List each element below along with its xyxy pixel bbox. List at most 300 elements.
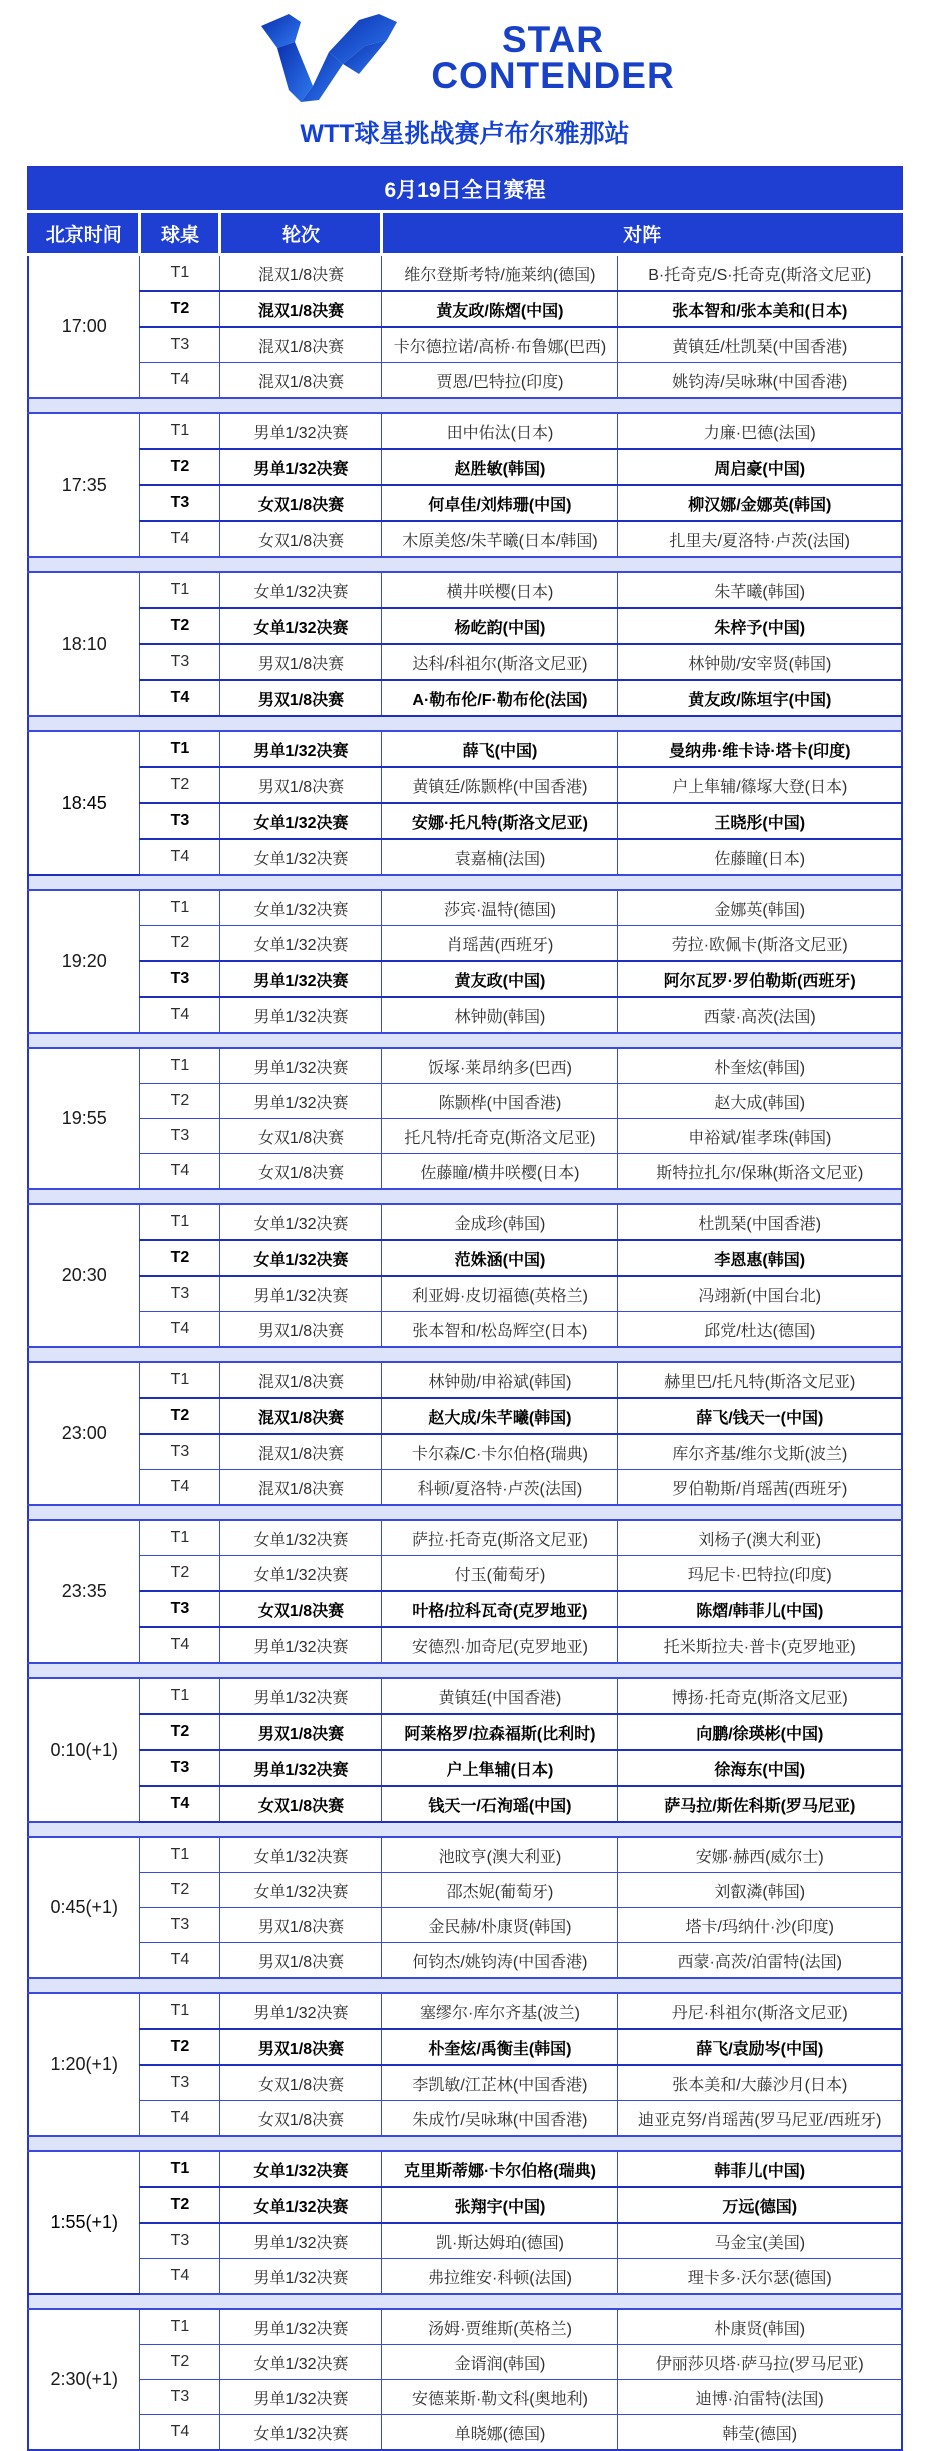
match-row — [28, 2415, 902, 2451]
player2-cell: 朴奎炫(韩国) — [618, 1048, 902, 1084]
player2-cell: 扎里夫/夏洛特·卢茨(法国) — [618, 521, 902, 557]
round-cell: 男单1/32决赛 — [220, 2380, 382, 2415]
player1-cell: 木原美悠/朱芊曦(日本/韩国) — [382, 521, 618, 557]
round-cell: 混双1/8决赛 — [220, 255, 382, 292]
table-number-cell: T1 — [140, 2309, 220, 2345]
player1-cell: 朱成竹/吴咏琳(中国香港) — [382, 2101, 618, 2137]
match-row — [28, 1084, 902, 1119]
table-number-cell: T2 — [140, 926, 220, 962]
round-cell: 男单1/32决赛 — [220, 2309, 382, 2345]
player2-cell: 韩莹(德国) — [618, 2415, 902, 2451]
table-number-cell: T3 — [140, 961, 220, 997]
match-row — [28, 1240, 902, 1276]
match-row — [28, 767, 902, 803]
time-cell: 17:00 — [28, 255, 140, 399]
player1-cell: 何钧杰/姚钧涛(中国香港) — [382, 1943, 618, 1979]
block-separator-band — [28, 1189, 902, 1204]
table-number-cell: T2 — [140, 449, 220, 485]
round-cell: 混双1/8决赛 — [220, 1470, 382, 1506]
player1-cell: 萨拉·托奇克(斯洛文尼亚) — [382, 1520, 618, 1556]
block-separator — [28, 1822, 902, 1837]
player2-cell: 王晓彤(中国) — [618, 803, 902, 839]
player1-cell: 池旼亨(澳大利亚) — [382, 1837, 618, 1873]
match-row — [28, 1556, 902, 1592]
table-number-cell: T4 — [140, 363, 220, 399]
player1-cell: 户上隼辅(日本) — [382, 1750, 618, 1786]
round-cell: 女双1/8决赛 — [220, 521, 382, 557]
block-separator — [28, 1033, 902, 1048]
block-separator — [28, 557, 902, 572]
round-cell: 女单1/32决赛 — [220, 1240, 382, 1276]
time-cell: 17:35 — [28, 413, 140, 557]
col-header-matchup: 对阵 — [382, 212, 902, 255]
table-number-cell: T4 — [140, 1786, 220, 1822]
table-number-cell: T1 — [140, 1362, 220, 1398]
match-row — [28, 1993, 902, 2029]
col-header-time: 北京时间 — [28, 212, 140, 255]
player1-cell: 金成珍(韩国) — [382, 1204, 618, 1240]
time-cell: 2:30(+1) — [28, 2309, 140, 2450]
match-row — [28, 680, 902, 716]
player1-cell: 朴奎炫/禹衡圭(韩国) — [382, 2029, 618, 2065]
match-row — [28, 1908, 902, 1943]
round-cell: 混双1/8决赛 — [220, 1362, 382, 1398]
time-cell: 1:55(+1) — [28, 2151, 140, 2294]
player2-cell: 赵大成(韩国) — [618, 1084, 902, 1119]
table-number-cell: T2 — [140, 2029, 220, 2065]
round-cell: 女单1/32决赛 — [220, 1520, 382, 1556]
player2-cell: 姚钧涛/吴咏琳(中国香港) — [618, 363, 902, 399]
time-cell: 18:45 — [28, 731, 140, 875]
block-separator-band — [28, 557, 902, 572]
block-separator-band — [28, 716, 902, 731]
round-cell: 女单1/32决赛 — [220, 572, 382, 608]
player2-cell: 曼纳弗·维卡诗·塔卡(印度) — [618, 731, 902, 767]
player2-cell: 徐海东(中国) — [618, 1750, 902, 1786]
time-cell: 0:10(+1) — [28, 1678, 140, 1822]
match-row — [28, 1434, 902, 1470]
player1-cell: 卡尔德拉诺/高桥·布鲁娜(巴西) — [382, 327, 618, 363]
player1-cell: 陈颢桦(中国香港) — [382, 1084, 618, 1119]
time-cell: 1:20(+1) — [28, 1993, 140, 2136]
player2-cell: 迪亚克努/肖瑶茜(罗马尼亚/西班牙) — [618, 2101, 902, 2137]
round-cell: 男单1/32决赛 — [220, 413, 382, 449]
date-header-row — [28, 167, 902, 212]
round-cell: 女双1/8决赛 — [220, 2065, 382, 2101]
block-separator — [28, 2136, 902, 2151]
table-number-cell: T4 — [140, 2259, 220, 2295]
player1-cell: 袁嘉楠(法国) — [382, 839, 618, 875]
round-cell: 女双1/8决赛 — [220, 1786, 382, 1822]
round-cell: 混双1/8决赛 — [220, 327, 382, 363]
table-number-cell: T2 — [140, 1240, 220, 1276]
round-cell: 男单1/32决赛 — [220, 961, 382, 997]
match-row — [28, 363, 902, 399]
match-row — [28, 1591, 902, 1627]
block-separator-band — [28, 1663, 902, 1678]
round-cell: 混双1/8决赛 — [220, 1434, 382, 1470]
time-cell: 0:45(+1) — [28, 1837, 140, 1978]
player2-cell: 劳拉·欧佩卡(斯洛文尼亚) — [618, 926, 902, 962]
table-number-cell: T3 — [140, 1119, 220, 1154]
block-separator — [28, 398, 902, 413]
time-cell: 18:10 — [28, 572, 140, 716]
table-number-cell: T4 — [140, 1627, 220, 1663]
table-number-cell: T2 — [140, 1714, 220, 1750]
player1-cell: 托凡特/托奇克(斯洛文尼亚) — [382, 1119, 618, 1154]
player2-cell: 张本美和/大藤沙月(日本) — [618, 2065, 902, 2101]
table-number-cell: T4 — [140, 839, 220, 875]
match-row — [28, 997, 902, 1033]
table-number-cell: T3 — [140, 1908, 220, 1943]
player2-cell: 塔卡/玛纳什·沙(印度) — [618, 1908, 902, 1943]
player2-cell: 博扬·托奇克(斯洛文尼亚) — [618, 1678, 902, 1714]
match-row — [28, 1204, 902, 1240]
match-row — [28, 1873, 902, 1908]
player1-cell: 阿莱格罗/拉森福斯(比利时) — [382, 1714, 618, 1750]
match-row — [28, 1048, 902, 1084]
table-number-cell: T3 — [140, 2065, 220, 2101]
round-cell: 男单1/32决赛 — [220, 449, 382, 485]
table-number-cell: T4 — [140, 997, 220, 1033]
table-number-cell: T1 — [140, 1520, 220, 1556]
round-cell: 男双1/8决赛 — [220, 767, 382, 803]
player1-cell: 金谞润(韩国) — [382, 2345, 618, 2380]
player1-cell: 达科/科祖尔(斯洛文尼亚) — [382, 644, 618, 680]
table-number-cell: T4 — [140, 680, 220, 716]
player2-cell: 库尔齐基/维尔戈斯(波兰) — [618, 1434, 902, 1470]
match-row — [28, 1786, 902, 1822]
table-number-cell: T2 — [140, 1398, 220, 1434]
block-separator-band — [28, 398, 902, 413]
player1-cell: 维尔登斯考特/施莱纳(德国) — [382, 255, 618, 292]
block-separator-band — [28, 875, 902, 890]
player1-cell: 赵大成/朱芊曦(韩国) — [382, 1398, 618, 1434]
player2-cell: 韩菲儿(中国) — [618, 2151, 902, 2187]
player1-cell: 张翔宇(中国) — [382, 2187, 618, 2223]
table-number-cell: T1 — [140, 255, 220, 292]
match-row — [28, 2029, 902, 2065]
round-cell: 男单1/32决赛 — [220, 1750, 382, 1786]
block-separator — [28, 1347, 902, 1362]
player2-cell: 托米斯拉夫·普卡(克罗地亚) — [618, 1627, 902, 1663]
round-cell: 女单1/32决赛 — [220, 2151, 382, 2187]
table-number-cell: T3 — [140, 803, 220, 839]
player1-cell: 克里斯蒂娜·卡尔伯格(瑞典) — [382, 2151, 618, 2187]
match-row — [28, 608, 902, 644]
player1-cell: 林钟勋/申裕斌(韩国) — [382, 1362, 618, 1398]
match-row — [28, 1750, 902, 1786]
player1-cell: 利亚姆·皮切福德(英格兰) — [382, 1276, 618, 1312]
table-number-cell: T4 — [140, 2415, 220, 2451]
match-row — [28, 255, 902, 292]
round-cell: 女单1/32决赛 — [220, 1556, 382, 1592]
player2-cell: 冯翊新(中国台北) — [618, 1276, 902, 1312]
round-cell: 男单1/32决赛 — [220, 1627, 382, 1663]
match-row — [28, 961, 902, 997]
table-number-cell: T3 — [140, 1276, 220, 1312]
match-row — [28, 449, 902, 485]
block-separator — [28, 875, 902, 890]
match-row — [28, 521, 902, 557]
col-header-round: 轮次 — [220, 212, 382, 255]
player2-cell: 林钟勋/安宰贤(韩国) — [618, 644, 902, 680]
player2-cell: 向鹏/徐瑛彬(中国) — [618, 1714, 902, 1750]
table-number-cell: T3 — [140, 644, 220, 680]
player2-cell: 丹尼·科祖尔(斯洛文尼亚) — [618, 1993, 902, 2029]
player1-cell: 饭塚·莱昂纳多(巴西) — [382, 1048, 618, 1084]
time-cell: 23:35 — [28, 1520, 140, 1663]
player2-cell: 阿尔瓦罗·罗伯勒斯(西班牙) — [618, 961, 902, 997]
round-cell: 女单1/32决赛 — [220, 1837, 382, 1873]
time-cell: 19:20 — [28, 890, 140, 1033]
match-row — [28, 731, 902, 767]
player1-cell: 黄镇廷(中国香港) — [382, 1678, 618, 1714]
table-number-cell: T1 — [140, 1204, 220, 1240]
table-number-cell: T2 — [140, 291, 220, 327]
column-header-row — [28, 212, 902, 255]
table-number-cell: T3 — [140, 485, 220, 521]
player1-cell: 单晓娜(德国) — [382, 2415, 618, 2451]
player2-cell: 邱党/杜达(德国) — [618, 1312, 902, 1348]
round-cell: 男单1/32决赛 — [220, 997, 382, 1033]
round-cell: 女单1/32决赛 — [220, 1873, 382, 1908]
player1-cell: 李凯敏/江芷林(中国香港) — [382, 2065, 618, 2101]
block-separator — [28, 1663, 902, 1678]
round-cell: 女单1/32决赛 — [220, 803, 382, 839]
table-number-cell: T3 — [140, 327, 220, 363]
table-number-cell: T1 — [140, 1678, 220, 1714]
match-row — [28, 572, 902, 608]
player1-cell: 黄友政/陈熠(中国) — [382, 291, 618, 327]
match-row — [28, 2380, 902, 2415]
match-row — [28, 2151, 902, 2187]
player1-cell: 赵胜敏(韩国) — [382, 449, 618, 485]
match-row — [28, 1398, 902, 1434]
round-cell: 混双1/8决赛 — [220, 1398, 382, 1434]
player1-cell: 弗拉维安·科顿(法国) — [382, 2259, 618, 2295]
player1-cell: 卡尔森/C·卡尔伯格(瑞典) — [382, 1434, 618, 1470]
round-cell: 女双1/8决赛 — [220, 1591, 382, 1627]
time-cell: 19:55 — [28, 1048, 140, 1189]
player1-cell: 塞缪尔·库尔齐基(波兰) — [382, 1993, 618, 2029]
player2-cell: 黄镇廷/杜凯琹(中国香港) — [618, 327, 902, 363]
round-cell: 女双1/8决赛 — [220, 485, 382, 521]
match-row — [28, 1837, 902, 1873]
player2-cell: 金娜英(韩国) — [618, 890, 902, 926]
time-cell: 23:00 — [28, 1362, 140, 1505]
col-header-table: 球桌 — [140, 212, 220, 255]
round-cell: 男双1/8决赛 — [220, 1908, 382, 1943]
match-row — [28, 2259, 902, 2295]
player1-cell: 杨屹韵(中国) — [382, 608, 618, 644]
match-row — [28, 327, 902, 363]
player1-cell: 黄友政(中国) — [382, 961, 618, 997]
match-row — [28, 644, 902, 680]
logo-contender-text: CONTENDER — [431, 55, 675, 96]
player2-cell: 杜凯琹(中国香港) — [618, 1204, 902, 1240]
table-number-cell: T1 — [140, 731, 220, 767]
block-separator — [28, 1978, 902, 1993]
round-cell: 男双1/8决赛 — [220, 1943, 382, 1979]
player2-cell: 马金宝(美国) — [618, 2223, 902, 2259]
round-cell: 男双1/8决赛 — [220, 2029, 382, 2065]
round-cell: 女双1/8决赛 — [220, 1119, 382, 1154]
player1-cell: 林钟勋(韩国) — [382, 997, 618, 1033]
round-cell: 女单1/32决赛 — [220, 2415, 382, 2451]
round-cell: 男双1/8决赛 — [220, 1312, 382, 1348]
block-separator-band — [28, 1505, 902, 1520]
match-row — [28, 2187, 902, 2223]
table-number-cell: T2 — [140, 2187, 220, 2223]
table-number-cell: T1 — [140, 890, 220, 926]
player1-cell: 贾恩/巴特拉(印度) — [382, 363, 618, 399]
round-cell: 女单1/32决赛 — [220, 839, 382, 875]
date-header: 6月19日全日赛程 — [28, 167, 902, 212]
match-row — [28, 1154, 902, 1190]
player2-cell: 张本智和/张本美和(日本) — [618, 291, 902, 327]
player1-cell: 凯·斯达姆珀(德国) — [382, 2223, 618, 2259]
match-row — [28, 485, 902, 521]
player1-cell: 肖瑶茜(西班牙) — [382, 926, 618, 962]
wtt-logo-icon — [255, 12, 403, 104]
round-cell: 男单1/32决赛 — [220, 731, 382, 767]
player2-cell: 薛飞/袁励岑(中国) — [618, 2029, 902, 2065]
table-number-cell: T3 — [140, 2223, 220, 2259]
time-cell: 20:30 — [28, 1204, 140, 1347]
player1-cell: 安娜·托凡特(斯洛文尼亚) — [382, 803, 618, 839]
block-separator-band — [28, 1822, 902, 1837]
player2-cell: 西蒙·高茨(法国) — [618, 997, 902, 1033]
player1-cell: 邵杰妮(葡萄牙) — [382, 1873, 618, 1908]
match-row — [28, 1312, 902, 1348]
schedule-body — [28, 255, 902, 2451]
player2-cell: 迪博·泊雷特(法国) — [618, 2380, 902, 2415]
player2-cell: 罗伯勒斯/肖瑶茜(西班牙) — [618, 1470, 902, 1506]
player2-cell: 柳汉娜/金娜英(韩国) — [618, 485, 902, 521]
player1-cell: 佐藤瞳/横井咲樱(日本) — [382, 1154, 618, 1190]
block-separator — [28, 716, 902, 731]
round-cell: 男单1/32决赛 — [220, 2259, 382, 2295]
table-number-cell: T4 — [140, 1154, 220, 1190]
player1-cell: 科顿/夏洛特·卢茨(法国) — [382, 1470, 618, 1506]
round-cell: 男双1/8决赛 — [220, 1714, 382, 1750]
table-number-cell: T2 — [140, 1556, 220, 1592]
match-row — [28, 1943, 902, 1979]
round-cell: 混双1/8决赛 — [220, 291, 382, 327]
block-separator — [28, 1505, 902, 1520]
player2-cell: 申裕斌/崔孝珠(韩国) — [618, 1119, 902, 1154]
match-row — [28, 291, 902, 327]
player2-cell: 安娜·赫西(威尔士) — [618, 1837, 902, 1873]
round-cell: 女单1/32决赛 — [220, 926, 382, 962]
table-number-cell: T4 — [140, 1943, 220, 1979]
block-separator-band — [28, 2136, 902, 2151]
player1-cell: 横井咲樱(日本) — [382, 572, 618, 608]
round-cell: 男单1/32决赛 — [220, 1048, 382, 1084]
round-cell: 男双1/8决赛 — [220, 644, 382, 680]
player2-cell: 赫里巴/托凡特(斯洛文尼亚) — [618, 1362, 902, 1398]
table-number-cell: T2 — [140, 608, 220, 644]
player2-cell: 力廉·巴德(法国) — [618, 413, 902, 449]
schedule-table — [27, 166, 903, 2451]
logo-star-text: STAR — [502, 18, 604, 60]
player2-cell: 李恩惠(韩国) — [618, 1240, 902, 1276]
match-row — [28, 413, 902, 449]
block-separator — [28, 2294, 902, 2309]
table-number-cell: T3 — [140, 1750, 220, 1786]
block-separator-band — [28, 2294, 902, 2309]
round-cell: 女单1/32决赛 — [220, 890, 382, 926]
table-number-cell: T1 — [140, 1837, 220, 1873]
match-row — [28, 1714, 902, 1750]
player2-cell: 西蒙·高茨/泊雷特(法国) — [618, 1943, 902, 1979]
table-number-cell: T3 — [140, 2380, 220, 2415]
round-cell: 混双1/8决赛 — [220, 363, 382, 399]
player1-cell: 张本智和/松岛辉空(日本) — [382, 1312, 618, 1348]
player1-cell: 田中佑汰(日本) — [382, 413, 618, 449]
player2-cell: 薛飞/钱天一(中国) — [618, 1398, 902, 1434]
match-row — [28, 1520, 902, 1556]
match-row — [28, 803, 902, 839]
player1-cell: 汤姆·贾维斯(英格兰) — [382, 2309, 618, 2345]
player2-cell: 刘叡潾(韩国) — [618, 1873, 902, 1908]
player1-cell: 安德莱斯·勒文科(奥地利) — [382, 2380, 618, 2415]
table-number-cell: T1 — [140, 2151, 220, 2187]
table-number-cell: T4 — [140, 1470, 220, 1506]
player2-cell: 萨马拉/斯佐科斯(罗马尼亚) — [618, 1786, 902, 1822]
block-separator-band — [28, 1347, 902, 1362]
round-cell: 男单1/32决赛 — [220, 1993, 382, 2029]
table-number-cell: T2 — [140, 2345, 220, 2380]
player2-cell: 朱梓予(中国) — [618, 608, 902, 644]
logo-wordmark — [431, 18, 675, 96]
block-separator-band — [28, 1978, 902, 1993]
player1-cell: 莎宾·温特(德国) — [382, 890, 618, 926]
player1-cell: 安德烈·加奇尼(克罗地亚) — [382, 1627, 618, 1663]
block-separator-band — [28, 1033, 902, 1048]
player2-cell: 伊丽莎贝塔·萨马拉(罗马尼亚) — [618, 2345, 902, 2380]
round-cell: 女双1/8决赛 — [220, 2101, 382, 2137]
player2-cell: 玛尼卡·巴特拉(印度) — [618, 1556, 902, 1592]
match-row — [28, 2065, 902, 2101]
match-row — [28, 839, 902, 875]
match-row — [28, 2309, 902, 2345]
player2-cell: 刘杨子(澳大利亚) — [618, 1520, 902, 1556]
player2-cell: 朴康贤(韩国) — [618, 2309, 902, 2345]
player2-cell: B·托奇克/S·托奇克(斯洛文尼亚) — [618, 255, 902, 292]
match-row — [28, 926, 902, 962]
table-number-cell: T2 — [140, 1084, 220, 1119]
round-cell: 女双1/8决赛 — [220, 1154, 382, 1190]
round-cell: 男单1/32决赛 — [220, 1276, 382, 1312]
table-number-cell: T2 — [140, 1873, 220, 1908]
player2-cell: 斯特拉扎尔/保琳(斯洛文尼亚) — [618, 1154, 902, 1190]
player1-cell: 叶格/拉科瓦奇(克罗地亚) — [382, 1591, 618, 1627]
match-row — [28, 1470, 902, 1506]
table-number-cell: T1 — [140, 1048, 220, 1084]
match-row — [28, 1678, 902, 1714]
match-row — [28, 2223, 902, 2259]
round-cell: 女单1/32决赛 — [220, 2187, 382, 2223]
table-number-cell: T1 — [140, 572, 220, 608]
player1-cell: 付玉(葡萄牙) — [382, 1556, 618, 1592]
round-cell: 男双1/8决赛 — [220, 680, 382, 716]
match-row — [28, 890, 902, 926]
player1-cell: A·勒布伦/F·勒布伦(法国) — [382, 680, 618, 716]
table-number-cell: T2 — [140, 767, 220, 803]
player2-cell: 陈熠/韩菲儿(中国) — [618, 1591, 902, 1627]
